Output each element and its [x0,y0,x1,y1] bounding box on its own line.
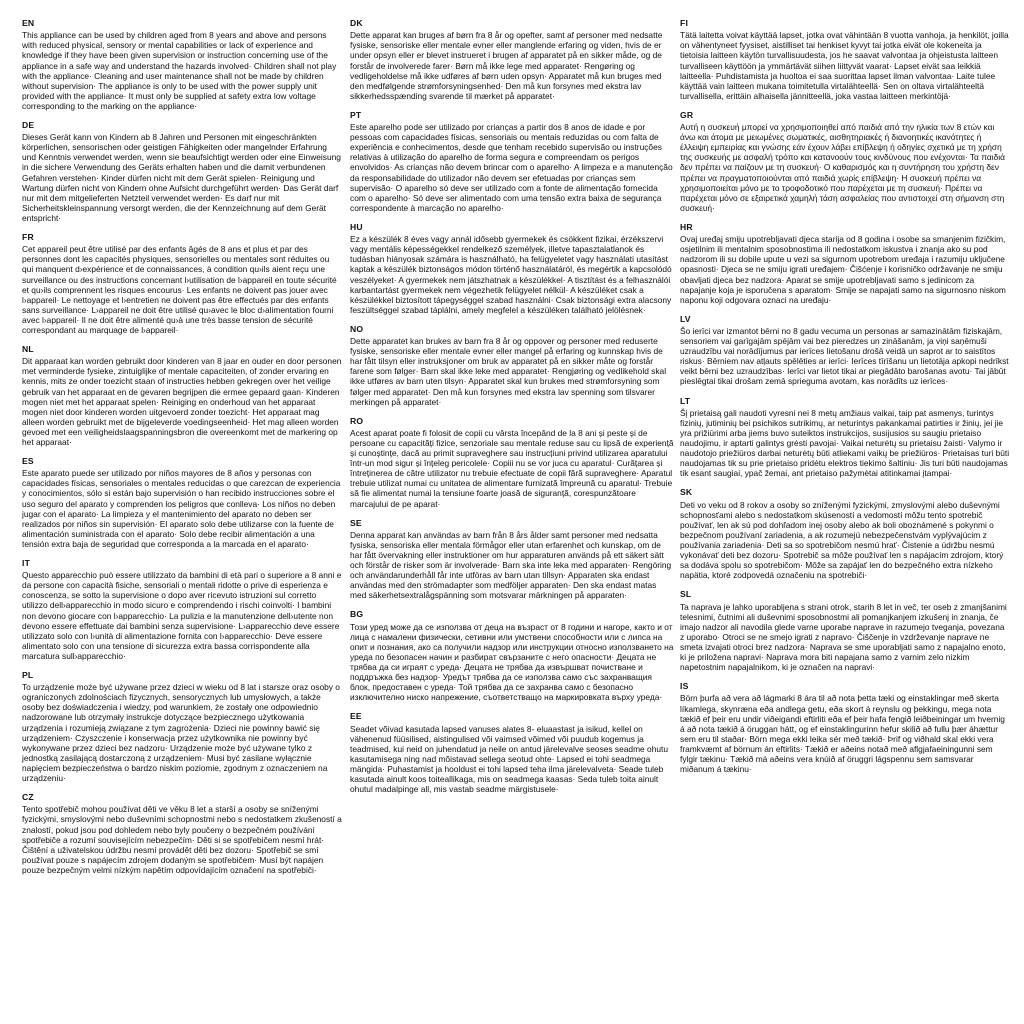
section-ee [350,711,674,794]
warning-text: Този уред може да се използва от деца на възраст от 8 години и нагоре, както и от лица с намалени физически, сетивни или умствени способности или с липса на опит и познания, ако са получили надзор или инструкции относно използването на уреда по безопасен начин и разбират свързаните с него опасности· Децата не трябва да си играят с уреда· Децата не трябва да извършват почистване и поддръжка без надзор· Уредът трябва да се използва само със захранващия блок, предоставен с уреда· Той трябва да се захранва само с безопасно изключително ниско напрежение, съответстващо на маркировката върху уреда· [350,621,674,703]
section-dk [350,18,674,101]
language-code: NL [22,343,34,354]
warning-text: Ez a készülék 8 éves vagy annál idősebb gyermekek és csökkent fizikai, érzékszervi vagy mentális képességekkel rendelkező személyek, illetve tapasztalatlanok és tudásban hiányosak számára is használható, ha felügyeletet vagy használati utasítást kaptak a készülék biztonságos módon történő használatáról, és megértik a kapcsolódó veszélyeket· A gyermekek nem játszhatnak a készülékkel· A tisztítást és a felhasználói karbantartást gyermekek nem végezhetik felügyelet nélkül· A készüléket csak a készülékkel biztosított tápegységgel szabad használni· Csak biztonsági extra alacsony feszültséggel szabad táplálni, amely megfelel a készüléken található jelölésnek· [350,234,672,315]
section-de [22,120,342,223]
language-code: NO [350,323,364,334]
section-cz [22,792,342,875]
warning-text: Dette apparat kan bruges af børn fra 8 år og opefter, samt af personer med nedsatte fysiske, sensoriske eller mentale evner eller manglende erfaring og viden, hvis de er under opsyn eller er blevet instrueret i brugen af apparatet på en sikker måde, og de forstår de involverede farer· Børn må ikke lege med apparatet· Rengøring og vedligeholdelse må ikke udføres af børn uden opsyn· Apparatet må kun bruges med den medfølgende strømforsyningsenhed· Den må kun forsynes med ekstra lav sikkerhedsspænding svarende til mærket på apparatet· [350,30,663,101]
warning-text: Denna apparat kan användas av barn från 8 års ålder samt personer med nedsatta fysiska, sensoriska eller mentala förmågor eller utan erfarenhet och kunskap, om de har fått övervakning eller instruktioner om hur apparaturen används på ett säkert sätt och förstår de risker som är involverade· Barn ska inte leka med apparaten· Rengöring och användarunderhåll får inte utföras av barn utan tillsyn· Apparaten ska endast användas med den strömadapter som medföljer apparaten· Den ska endast matas med säkerhetsextralågspänning som motsvarar märkningen på apparaten· [350,529,672,601]
section-bg [350,609,674,702]
language-code: BG [350,609,364,620]
warning-text: Tento spotřebič mohou používat děti ve věku 8 let a starší a osoby se sníženými fyzickými, smyslovými nebo duševními schopnostmi nebo s nedostatkem zkušeností a znalostí, pokud jsou pod dohledem nebo byly poučeny o bezpečném používání spotřebiče a rozumí souvisejícím nebezpečím· Děti si se spotřebičem nesmí hrát· Čištění a uživatelskou údržbu nesmí provádět děti bez dozoru· Spotřebič se smí používat pouze s napájecím zdrojem dodaným se spotřebičem· Musí být napájen pouze bezpečným velmi nízkým napětím odpovídajícím označení na spotřebiči· [22,804,342,875]
warning-text: Tätä laitetta voivat käyttää lapset, jotka ovat vähintään 8 vuotta vanhoja, ja henkilöt, joilla on vähentyneet fyysiset, aistilliset tai henkiset kyvyt tai jotka eivät ole kokeneita ja tietoisia laitteen käytön turvallisuudesta, jos he saavat valvontaa ja ohjeistusta laitteen turvalliseen käyttöön ja ymmärtävät siihen liittyvät vaarat· Lapset eivät saa leikkiä laitteella· Puhdistamista ja huoltoa ei saa suorittaa lapset ilman valvontaa· Laite tulee käyttää vain laitteen mukana toimitetulla virtalähteellä· Sen on oltava virtalähteeltä turvallisella, erittäin alhaisella jännitteellä, joka vastaa laitteen merkintöjä· [680,30,1009,101]
warning-text: Šį prietaisą gali naudoti vyresni nei 8 metų amžiaus vaikai, taip pat asmenys, turintys fizinių, jutiminių bei psichikos sutrikimų, ar neturintys pakankamai patirties ir žinių, jei jie yra prižiūrimi arba jiems buvo suteiktos instrukcijos, susijusios su saugiu prietaiso naudojimu, ir aptarti galintys grėsti pavojai· Vaikai neturėtų su prietaisu žaisti· Valymo ir naudotojo priežiūros darbai neturėtų būti atliekami vaikų be priežiūros· Prietaisas turi būti naudojamas tik su prie prietaiso pridėtu elektros tiekimo šaltiniu· Jis turi būti naudojamas tik esant saugiai, ypač žemai, ant prietaiso pažymėtai atitinkamai įtampai· [680,407,1010,479]
language-code: RO [350,415,364,426]
warning-text: Dieses Gerät kann von Kindern ab 8 Jahren und Personen mit eingeschränkten körperlichen, sensorischen oder geistigen Fähigkeiten oder mangelnder Erfahrung und Kenntnis verwendet werden, wenn sie beaufsichtigt werden oder eine Einweisung in die sichere Verwendung des Geräts erhalten haben und die damit verbundenen Gefahren verstehen· Kinder dürfen nicht mit dem Gerät spielen· Reinigung und Wartung dürfen nicht von Kindern ohne Aufsicht durchgeführt werden· Das Gerät darf nur mit dem mitgelieferten Netzteil verwendet werden· Es darf nur mit Sicherheitskleinspannung versorgt werden, die der Kennzeichnung auf dem Gerät entspricht· [22,132,341,223]
language-code: SL [680,589,692,600]
section-en [22,18,342,111]
section-sl [680,589,1010,672]
warning-text: Ta naprava je lahko uporabljena s strani otrok, starih 8 let in več, ter oseb z zmanjšanimi telesnimi, čutnimi ali duševnimi sposobnostmi ali pomanjkanjem izkušenj in znanja, če imajo nadzor ali navodila glede varne uporabe naprave in razumejo tveganja, povezana z uporabo· Otroci se ne smejo igrati z napravo· Čiščenje in vzdrževanje naprave ne smeta izvajati otroci brez nadzora· Naprava se sme uporabljati samo z napajalno enoto, ki je priložena napravi· Naprava mora biti napajana samo z varnim zelo nizkim napetostnim napajalnikom, ki je označen na napravi· [680,601,1007,673]
section-lt [680,396,1010,479]
section-nl [22,344,342,447]
warning-text: Cet appareil peut être utilisé par des enfants âgés de 8 ans et plus et par des personnes dont les capacités physiques, sensorielles ou mentales sont réduites ou qui manquent d›expérience et de connaissances, à condition qu›ils aient reçu une surveillance ou des instructions concernant l›utilisation de l›appareil en toute sécurité et qu›ils comprennent les risques encourus· Les enfants ne doivent pas jouer avec l›appareil· Le nettoyage et l›entretien ne doivent pas être effectués par des enfants sans surveillance· L›appareil ne doit être utilisé qu›avec le bloc d›alimentation fourni avec l›appareil· Il ne doit être alimenté qu›à une très basse tension de sécurité correspondant au marquage de l›appareil· [22,244,337,335]
language-code: SK [680,487,693,498]
language-code: CZ [22,792,34,803]
warning-text: Αυτή η συσκευή μπορεί να χρησιμοποιηθεί από παιδιά από την ηλικία των 8 ετών και άνω και άτομα με μειωμένες σωματικές, αισθητηριακές ή διανοητικές ικανότητες ή έλλειψη εμπειρίας και γνώσης εάν έχουν λάβει επίβλεψη ή οδηγίες σχετικά με τη χρήση της συσκευής με ασφαλή τρόπο και κατανοούν τους κινδύνους που ενέχονται· Τα παιδιά δεν πρέπει να παίζουν με τη συσκευή· Ο καθαρισμός και η συντήρηση του χρήστη δεν πρέπει να πραγματοποιούνται από παιδιά χωρίς επίβλεψη· Η συσκευή πρέπει να χρησιμοποιείται μόνο με το τροφοδοτικό που παρέχεται με τη συσκευή· Πρέπει να παρέχεται μόνο σε εξαιρετικά χαμηλή τάση ασφαλείας που αντιστοιχεί στη σήμανση στη συσκευή· [680,122,1005,213]
warning-text: Dette apparatet kan brukes av barn fra 8 år og oppover og personer med reduserte fysiske, sensoriske eller mentale evner eller mangel på erfaring og kunnskap hvis de har fått tilsyn eller instruksjoner om bruk av apparatet på en sikker måte og forstår farene som følger· Barn skal ikke leke med apparatet· Rengjøring og vedlikehold skal ikke utføres av barn uten tilsyn· Apparatet skal kun brukes med strømforsyning som følger med apparatet· Den må kun forsynes med ekstra lav spenning som tilsvarer merkingen på apparatet· [350,336,667,407]
warning-text: Ovaj uređaj smiju upotrebljavati djeca starija od 8 godina i osobe sa smanjenim fizičkim, osjetilnim ili mentalnim sposobnostima ili nedostatkom iskustva i znanja ako su pod nadzorom ili su dobile upute u vezi sa sigurnom upotrebom uređaja i razumiju uključene opasnosti· Djeca se ne smiju igrati uređajem· Čišćenje i korisničko održavanje ne smiju obavljati djeca bez nadzora· Aparat se smije upotrebljavati samo s jedinicom za napajanje koja je isporučena s aparatom· Smije se napajati samo na sigurnosno niskom naponu koji odgovara oznaci na uređaju· [680,234,1006,305]
section-is [680,681,1010,774]
section-gr [680,110,1010,213]
section-hr [680,222,1010,305]
section-fi [680,18,1010,101]
section-sk [680,487,1010,580]
language-code: DK [350,18,363,28]
section-ro [350,416,674,509]
section-it [22,558,342,661]
warning-text: Šo ierīci var izmantot bērni no 8 gadu vecuma un personas ar samazinātām fiziskajām, sensoriem vai garīgajām spējām vai bez pieredzes un zināšanām, ja viņi saņēmuši uzraudzību vai norādījumus par ierīces lietošanu drošā veidā un saprot ar to saistītos riskus· Bērniem nav atļauts spēlēties ar ierīci· Ierīces tīrīšanu un lietotāja apkopi nedrīkst veikt bērni bez uzraudzības· Ierīci var lietot tikai ar piegādāto barošanas avotu· Tai jābūt pieslēgtai tikai drošam zemā sprieguma avotam, kas norādīts uz ierīces· [680,326,1009,387]
language-code: DE [22,119,35,130]
warning-text: Este aparelho pode ser utilizado por crianças a partir dos 8 anos de idade e por pessoas com capacidades físicas, sensoriais ou mentais reduzidas ou com falta de experiência e conhecimentos, desde que tenham recebido supervisão ou instruções relativas à utilização do aparelho de forma segura e compreendam os perigos envolvidos· As crianças não devem brincar com o aparelho· A limpeza e a manutenção da responsabilidade do utilizador não devem ser efetuadas por crianças sem supervisão· O aparelho só deve ser utilizado com a fonte de alimentação fornecida com o aparelho· Só deve ser alimentado com uma tensão extra baixa de segurança correspondente à marcação no aparelho· [350,122,673,213]
section-es [22,456,342,549]
language-code: HR [680,221,693,232]
language-code: ES [22,455,34,466]
column-middle [350,18,674,803]
column-left [22,18,342,884]
section-pl [22,670,342,783]
warning-text: Börn þurfa að vera að lágmarki 8 ára til að nota þetta tæki og einstaklingar með skerta líkamlega, skynræna eða andlega getu, eða skort á reynslu og þekkingu, mega nota tækið ef þeir eru undir viðeigandi eftirliti eða ef þeir hafa fengið leiðbeiningar um hvernig á að nota tækið á öruggan hátt, og ef einstaklingurinn hefur skilið að fullu þær áhættur sem eru til staðar· Börn mega ekki leika sér með tækið· Þrif og viðhald skal ekki vera framkvæmt af börnum án eftirlits· Tækið er aðeins notað með aflgjafaeiningunni sem fylgir tækinu· Tækið má aðeins vera knúið af öruggri lágspennu sem samsvarar miðanum á tækinu· [680,693,1005,775]
warning-text: Seadet võivad kasutada lapsed vanuses alates 8- eluaastast ja isikud, kellel on vähenenud füüsilised, aistingulised või vaimsed võimed või puudub kogemus ja teadmised, kui neid on juhendatud ja neile on antud järelevalve seoses seadme ohutu kasutamisega ning nad mõistavad sellega seotud ohte· Lapsed ei tohi seadmega mängida· Puhastamist ja hooldust ei tohi lapsed teha ilma järelevalveta· Seade tuleb kasutada ainult koos toiteallikaga, mis on seadmega kaasas· Seda tuleb toita ainult ohutul madalpinge all, mis vastab seadme märgistusele· [350,723,669,795]
column-right [680,18,1010,783]
language-code: LV [680,313,691,324]
warning-text: Deti vo veku od 8 rokov a osoby so zníženými fyzickými, zmyslovými alebo duševnými schopnosťami alebo s nedostatkom skúseností a vedomostí môžu tento spotrebič používať, len ak sú pod dohľadom inej osoby alebo ak boli oboznámené s pokynmi o bezpečnom používaní zariadenia, a ak rozumejú nebezpečenstvám vyplývajúcim z používania zariadenia· Deti sa so spotrebičom nesmú hrať· Čistenie a údržbu nesmú vykonávať deti bez dozoru· Spotrebič sa môže používať len s napájacím zdrojom, ktorý sa dodáva spolu so spotrebičom· Môže sa zapájať len do bezpečného extra nízkeho napätia, ktoré zodpovedá označeniu na spotrebiči· [680,499,1004,581]
language-code: IT [22,557,31,568]
language-code: GR [680,109,694,120]
section-se [350,518,674,601]
language-code: IS [680,681,689,692]
warning-text: Este aparato puede ser utilizado por niños mayores de 8 años y personas con capacidades físicas, sensoriales o mentales reducidas o que carezcan de experiencia y conocimientos, sólo si están bajo supervisión o han recibido instrucciones sobre el uso seguro del aparato y comprenden los peligros que conlleva· Los niños no deben jugar con el aparato· La limpieza y el mantenimiento del aparato no deben ser realizados por niños sin supervisión· El aparato solo debe utilizarse con la fuente de alimentación suministrada con el aparato· Solo debe recibir alimentación a una tensión extra baja de seguridad que corresponda a la marcada en el aparato· [22,468,341,549]
language-code: PL [22,669,34,680]
warning-text: Acest aparat poate fi folosit de copii cu vârsta începând de la 8 ani și peste și de persoane cu capacități fizice, senzoriale sau mentale reduse sau cu lipsă de experiență și cunoștințe, dacă au primit supraveghere sau instrucțiuni privind utilizarea aparatului într-un mod sigur și înțeleg pericolele· Copiii nu se vor juca cu aparatul· Curățarea și întreținerea de către utilizator nu trebuie efectuate de copii fără supraveghere· Aparatul trebuie utilizat numai cu unitatea de alimentare furnizată împreună cu aparatul· Trebuie să fie alimentat numai la tensiune foarte joasă de siguranță, corespunzătoare marcajului de pe aparat· [350,427,674,509]
section-lv [680,314,1010,387]
warning-text: This appliance can be used by children aged from 8 years and above and persons with reduced physical, sensory or mental capabilities or lack of experience and knowledge if they have been given supervision or instruction concerning use of the appliance in a safe way and understand the hazards involved· Children shall not play with the appliance· Cleaning and user maintenance shall not be made by children without supervision· The appliance is only to be used with the power supply unit provided with the appliance· It must only be supplied at safety extra low voltage corresponding to the marking on the appliance· [22,30,337,111]
language-code: PT [350,109,362,120]
section-no [350,324,674,407]
section-hu [350,222,674,315]
warning-text: Questo apparecchio può essere utilizzato da bambini di età pari o superiore a 8 anni e da persone con capacità fisiche, sensoriali o mentali ridotte o prive di esperienza e conoscenza, se sotto la supervisione o dopo aver ricevuto istruzioni sul corretto utilizzo dell›apparecchio in modo sicuro e comprendendo i rischi coinvolti· I bambini non devono giocare con l›apparecchio· La pulizia e la manutenzione dell›utente non devono essere effettuate dai bambini senza supervisione· L›apparecchio deve essere utilizzato solo con l›unità di alimentazione fornita con l›apparecchio· Deve essere alimentato solo con una tensione di sicurezza extra bassa corrispondente alla marcatura sull›apparecchio· [22,570,342,661]
language-code: FR [22,231,34,242]
language-code: EN [22,18,35,28]
language-code: HU [350,221,363,232]
language-code: EE [350,711,362,722]
warning-text: Dit apparaat kan worden gebruikt door kinderen van 8 jaar en ouder en door personen met verminderde fysieke, zintuiglijke of mentale capaciteiten, of zonder ervaring en kennis, mits ze onder toezicht staan of instructies hebben gekregen over het veilige gebruik van het apparaat en de gevaren begrijpen die ermee gepaard gaan· Kinderen mogen niet met het apparaat spelen· Reiniging en onderhoud van het apparaat mogen niet door kinderen worden uitgevoerd zonder toezicht· Het apparaat mag alleen worden gebruikt met de bijgeleverde voedingseenheid· Het mag alleen worden gevoed met een veiligheidslaagspanningsbron die overeenkomt met de markering op het apparaat· [22,356,342,447]
section-fr [22,232,342,335]
language-code: SE [350,517,362,528]
warning-text: To urządzenie może być używane przez dzieci w wieku od 8 lat i starsze oraz osoby o ograniczonych zdolnościach fizycznych, sensorycznych lub umysłowych, a także osoby bez doświadczenia i wiedzy, pod warunkiem, że zostały one odpowiednio nadzorowane lub otrzymały instrukcje dotyczące bezpiecznego użytkowania urządzenia i rozumieją związane z tym zagrożenia· Dzieci nie powinny bawić się urządzeniem· Czyszczenie i konserwacja przez użytkownika nie powinny być wykonywane przez dzieci bez nadzoru· Urządzenie może być używane tylko z jednostką zasilającą dostarczoną z urządzeniem· Musi być zasilane wyłącznie napięciem bezpieczeństwa o bardzo niskim poziomie, zgodnym z oznaczeniem na urządzeniu· [22,682,340,783]
language-code: FI [680,18,689,28]
section-pt [350,110,674,213]
language-code: LT [680,395,691,406]
